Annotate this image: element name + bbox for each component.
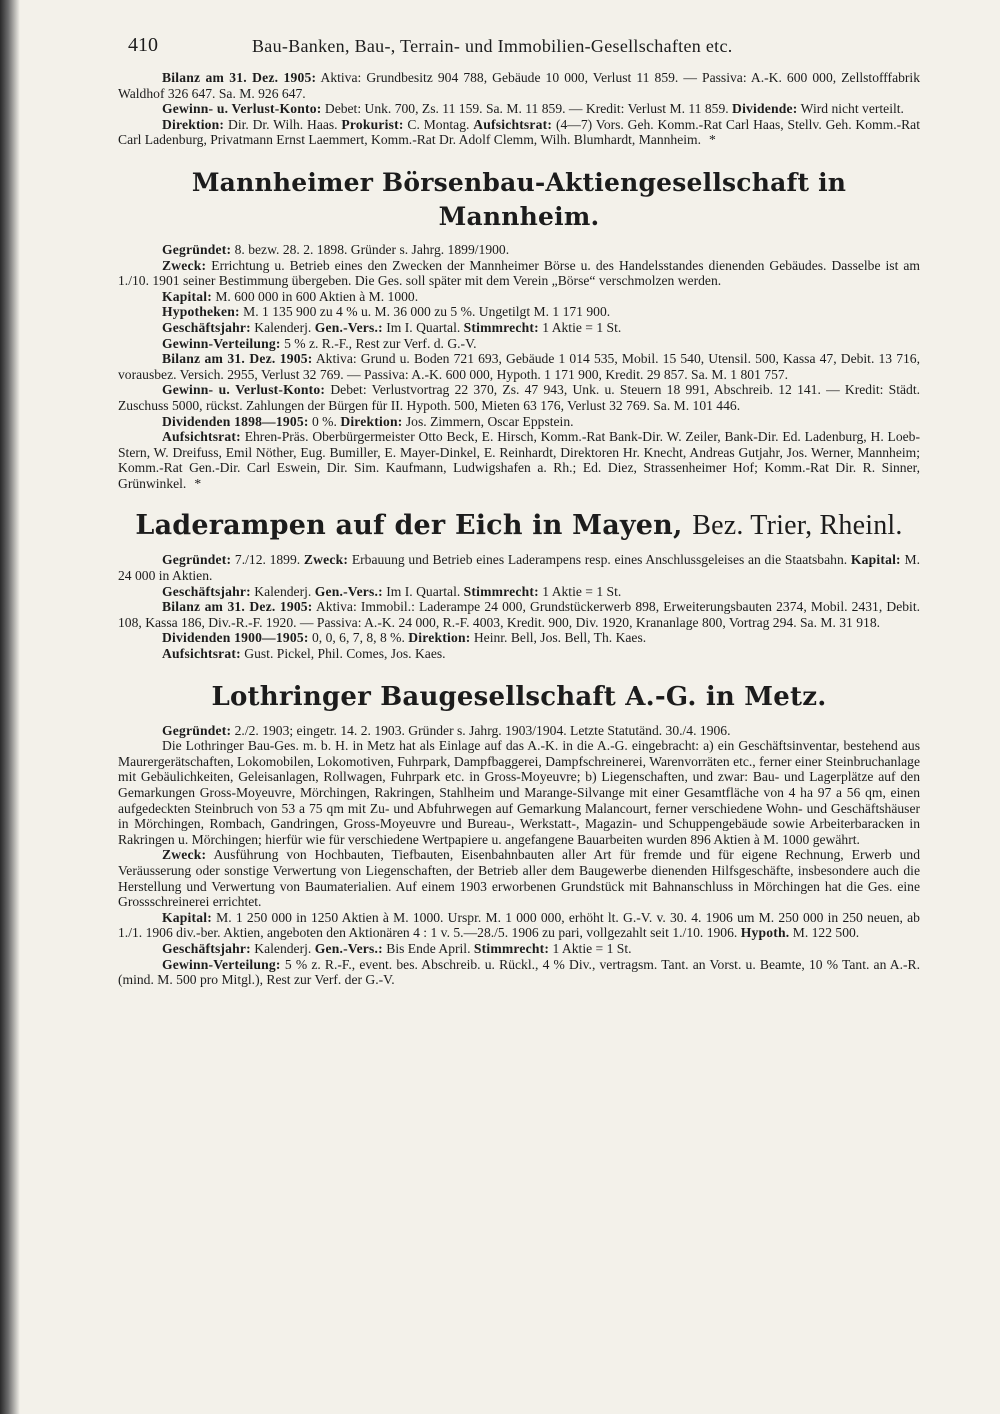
zweck-label: Zweck: <box>303 552 349 568</box>
scan-edge-shadow <box>0 0 20 1414</box>
stimmrecht-text: 1 Aktie = 1 St. <box>552 940 632 956</box>
company-title: Mannheimer Börsenbau-Aktiengesellschaft in Mannheim. <box>191 167 847 231</box>
dividende-text: Wird nicht verteilt. <box>800 101 904 117</box>
company-title-main: Laderampen auf der Eich in Mayen, <box>135 510 683 542</box>
direktion-text: Dir. Dr. Wilh. Haas. <box>228 116 338 132</box>
dividenden-label: Dividenden 1898—1905: <box>162 413 309 429</box>
hypoth-text: M. 122 500. <box>792 925 860 941</box>
prokurist-text: C. Montag. <box>407 116 470 132</box>
entry-continued <box>118 70 920 148</box>
kapital-label: Kapital: <box>162 909 212 925</box>
gewinnverteilung-text: 5 % z. R.-F., event. bes. Abschreib. u. Rückl., 4 % Div., vertragsm. Tant. an Vorst. u. Beamte, 10 % Tant. an A.-R. (mind. M. 500 pro Mitgl.), Rest zur Verf. der G.-V. <box>118 956 921 988</box>
gegruendet-label: Gegründet: <box>162 241 232 257</box>
zweck-text: Erbauung und Betrieb eines Laderampens resp. eines Anschlussgeleises an die Staatsbahn. <box>351 552 848 568</box>
gv-label: Gewinn- u. Verlust-Konto: <box>162 101 322 117</box>
stimmrecht-label: Stimmrecht: <box>473 940 550 956</box>
hypoth-label: Hypoth. <box>740 925 790 941</box>
dividende-label: Dividende: <box>732 101 798 117</box>
aufsichtsrat-label: Aufsichtsrat: <box>162 429 241 445</box>
gv-text: Debet: Verlustvortrag 22 370, Zs. 47 943, Unk. u. Steuern 18 991, Abschreib. 12 141. — Kredit: Städt. Zuschuss 5000, rückst. Zahlungen der Bürgen für II. Hypoth. 500, Mieten 63 176, Verlust 32 769. Sa. M. 101 446. <box>118 382 920 413</box>
hypotheken-text: M. 1 135 900 zu 4 % u. M. 36 000 zu 5 %. Ungetilgt M. 1 171 900. <box>243 304 611 320</box>
entry-laderampen-mayen <box>118 552 920 661</box>
running-title: Bau-Banken, Bau-, Terrain- und Immobilien-Gesellschaften etc. <box>252 36 733 56</box>
geschaeftsjahr-label: Geschäftsjahr: <box>162 583 251 599</box>
bilanz-label: Bilanz am 31. Dez. 1905: <box>162 599 313 615</box>
zweck-label: Zweck: <box>162 847 207 863</box>
stimmrecht-text: 1 Aktie = 1 St. <box>542 319 622 335</box>
kapital-text: M. 1 250 000 in 1250 Aktien à M. 1000. Urspr. M. 1 000 000, erhöht lt. G.-V. v. 30. 4. 1906 um M. 250 000 in 250 neuen, ab 1./1. 1906 div.-ber. Aktien, angeboten den Aktionären 4 : 1 v. 5.—28./5. 1906 zu pari, vollgezahlt seit 1./10. 1906. <box>118 909 920 941</box>
bilanz-text: Aktiva: Immobil.: Laderampe 24 000, Grundstückerwerb 898, Erweiterungsbauten 2374, Mobil. 2431, Debit. 108, Kassa 186, Div.-R.-F. 1920. — Passiva: A.-K. 24 000, R.-F. 4003, Kredit. 900, Div. 1920, Krananlage 800, Vortrag 294. Sa. M. 31 918. <box>118 599 920 630</box>
direktion-text: Heinr. Bell, Jos. Bell, Th. Kaes. <box>473 630 647 646</box>
hypotheken-label: Hypotheken: <box>162 304 240 320</box>
gegruendet-text: 2./2. 1903; eingetr. 14. 2. 1903. Gründer s. Jahrg. 1903/1904. Letzte Statutänd. 30./4. 1906. <box>234 722 731 738</box>
page-content <box>118 70 920 988</box>
gewinnverteilung-label: Gewinn-Verteilung: <box>162 335 281 351</box>
geschaeftsjahr-label: Geschäftsjahr: <box>162 940 251 956</box>
company-title <box>118 509 920 543</box>
stimmrecht-text: 1 Aktie = 1 St. <box>542 583 622 599</box>
genvers-label: Gen.-Vers.: <box>314 940 383 956</box>
direktion-label: Direktion: <box>340 413 403 429</box>
dividenden-text: 0 %. <box>311 413 337 429</box>
bilanz-text: Aktiva: Grundbesitz 904 788, Gebäude 10 000, Verlust 11 859. — Passiva: A.-K. 600 000, Zellstofffabrik Waldhof 326 647. Sa. M. 926 647. <box>118 70 921 101</box>
genvers-label: Gen.-Vers.: <box>314 319 383 335</box>
genvers-text: Im I. Quartal. <box>386 319 461 335</box>
genvers-text: Im I. Quartal. <box>386 583 461 599</box>
direktion-label: Direktion: <box>162 116 225 132</box>
gegruendet-label: Gegründet: <box>162 722 232 738</box>
dividenden-label: Dividenden 1900—1905: <box>162 630 309 646</box>
kapital-text: M. 600 000 in 600 Aktien à M. 1000. <box>215 288 419 304</box>
entry-mannheimer-boersenbau <box>118 242 920 492</box>
dividenden-text: 0, 0, 6, 7, 8, 8 %. <box>311 630 405 646</box>
bilanz-text: Aktiva: Grund u. Boden 721 693, Gebäude 1 014 535, Mobil. 15 540, Utensil. 500, Kassa 47, Debit. 13 716, vorausbez. Versich. 2955, Verlust 32 769. — Passiva: A.-K. 600 000, Hypoth. 1 171 900, Kredit. 29 857. Sa. M. 1 801 757. <box>118 351 921 382</box>
company-title-suffix: Bez. Trier, Rheinl. <box>692 510 903 542</box>
gegruendet-text: 7./12. 1899. <box>234 552 301 568</box>
aufsichtsrat-text: (4—7) Vors. Geh. Komm.-Rat Carl Haas, Stellv. Geh. Komm.-Rat Carl Ladenburg, Privatmann Ernst Laemmert, Komm.-Rat Dr. Adolf Clemm, Wilh. Blumhardt, Mannheim. <box>118 116 920 148</box>
prokurist-label: Prokurist: <box>341 116 404 132</box>
geschaeftsjahr-text: Kalenderj. <box>254 940 312 956</box>
bilanz-label: Bilanz am 31. Dez. 1905: <box>162 351 313 367</box>
geschaeftsjahr-text: Kalenderj. <box>254 319 312 335</box>
geschaeftsjahr-label: Geschäftsjahr: <box>162 319 251 335</box>
end-mark: * <box>709 132 716 148</box>
gv-label: Gewinn- u. Verlust-Konto: <box>162 382 326 398</box>
kapital-label: Kapital: <box>850 552 901 568</box>
gegruendet-text: 8. bezw. 28. 2. 1898. Gründer s. Jahrg. 1899/1900. <box>234 241 510 257</box>
company-title: Lothringer Baugesellschaft A.-G. in Metz. <box>211 681 827 712</box>
aufsichtsrat-label: Aufsichtsrat: <box>473 116 553 132</box>
body-text: Die Lothringer Bau-Ges. m. b. H. in Metz hat als Einlage auf das A.-K. in die A.-G. eingebracht: a) ein Geschäftsinventar, bestehend aus Maurergerätschaften, Lokomobilen, Lokomotiven, Fuhrpark, Dampfbaggerei, Dampfschreinerei, Warenvorräten etc., ferner einer Steinbruchanlage mit Gebäulichkeiten, Geleisanlagen, Rollwagen, Fuhrpark etc. in Gross-Moyeuvre; b) Liegenschaften, und zwar: Bau- und Lagerplätze auf den Gemarkungen Gross-Moyeuvre, Mörchingen, Rakringen, Stahlheim und Marange-Silvange mit einer Gesamtfläche von 4 ha 97 a 56 qm, einen aufgedeckten Steinbruch von 53 a 75 qm mit Zu- und Abfuhrwegen auf Gemarkung Malancourt, ferner verschiedene Wohn- und Geschäftshäuser in Mörchingen, Rombach, Gandringen, Gross-Moyeuvre und Bureau-, Werkstatt-, Magazin- und Schuppengebäude sowie Arbeiterbaracken in Rakringen u. Mörchingen; hierfür wie für verschiedene Wertpapiere u. angefangene Bauarbeiten wurden 896 Aktien à M. 1000 gewährt. <box>118 738 920 847</box>
gewinnverteilung-label: Gewinn-Verteilung: <box>162 956 281 972</box>
gewinnverteilung-text: 5 % z. R.-F., Rest zur Verf. d. G.-V. <box>284 335 477 351</box>
aufsichtsrat-text: Gust. Pickel, Phil. Comes, Jos. Kaes. <box>244 646 446 662</box>
direktion-text: Jos. Zimmern, Oscar Eppstein. <box>405 413 574 429</box>
genvers-label: Gen.-Vers.: <box>314 583 383 599</box>
zweck-label: Zweck: <box>162 257 207 273</box>
bilanz-label: Bilanz am 31. Dez. 1905: <box>162 70 317 85</box>
stimmrecht-label: Stimmrecht: <box>463 583 539 599</box>
zweck-text: Errichtung u. Betrieb eines den Zwecken der Mannheimer Börse u. des Handelsstandes dienenden Gebäudes. Dasselbe ist am 1./10. 1901 seiner Bestimmung übergeben. Die Ges. soll später mit dem Verein „Börse“ verschmolzen werden. <box>118 257 920 289</box>
entry-lothringer-baugesellschaft <box>118 723 920 988</box>
stimmrecht-label: Stimmrecht: <box>463 319 539 335</box>
direktion-label: Direktion: <box>408 630 471 646</box>
running-header <box>128 34 928 60</box>
geschaeftsjahr-text: Kalenderj. <box>254 583 312 599</box>
gv-text: Debet: Unk. 700, Zs. 11 159. Sa. M. 11 859. — Kredit: Verlust M. 11 859. <box>324 101 729 117</box>
aufsichtsrat-text: Ehren-Präs. Oberbürgermeister Otto Beck, E. Hirsch, Komm.-Rat Bank-Dir. W. Zeiler, Bank-Dir. Ed. Ladenburg, H. Loeb-Stern, W. Dreifuss, Emil Nöther, Eug. Bumiller, E. Mayer-Dinkel, E. Reinhardt, Direktoren Hr. Knecht, Andreas Gutjahr, Jos. Werner, Mannheim; Komm.-Rat Gen.-Dir. Carl Eswein, Dir. Sim. Kaufmann, Ludwigshafen a. Rh.; Ed. Diez, Strassenheimer Hof; Komm.-Rat Dir. R. Sinner, Grünwinkel. <box>118 429 920 491</box>
genvers-text: Bis Ende April. <box>386 940 471 956</box>
gegruendet-label: Gegründet: <box>162 552 232 568</box>
aufsichtsrat-label: Aufsichtsrat: <box>162 646 241 662</box>
page-number: 410 <box>128 34 158 56</box>
kapital-text: M. 24 000 in Aktien. <box>118 552 920 584</box>
end-mark: * <box>194 475 202 491</box>
kapital-label: Kapital: <box>162 288 212 304</box>
zweck-text: Ausführung von Hochbauten, Tiefbauten, Eisenbahnbauten aller Art für fremde und für eigene Rechnung, Erwerb und Veräusserung oder sonstige Verwertung von Liegenschaften, der Betrieb aller dem Baugewerbe dienenden Hilfsgeschäfte, insbesondere auch die Herstellung und Verwertung von Baumaterialien. Auf einem 1903 erworbenen Grundstück mit Bahnanschluss in Mörchingen hat die Ges. eine Grossschreinerei errichtet. <box>118 847 920 910</box>
